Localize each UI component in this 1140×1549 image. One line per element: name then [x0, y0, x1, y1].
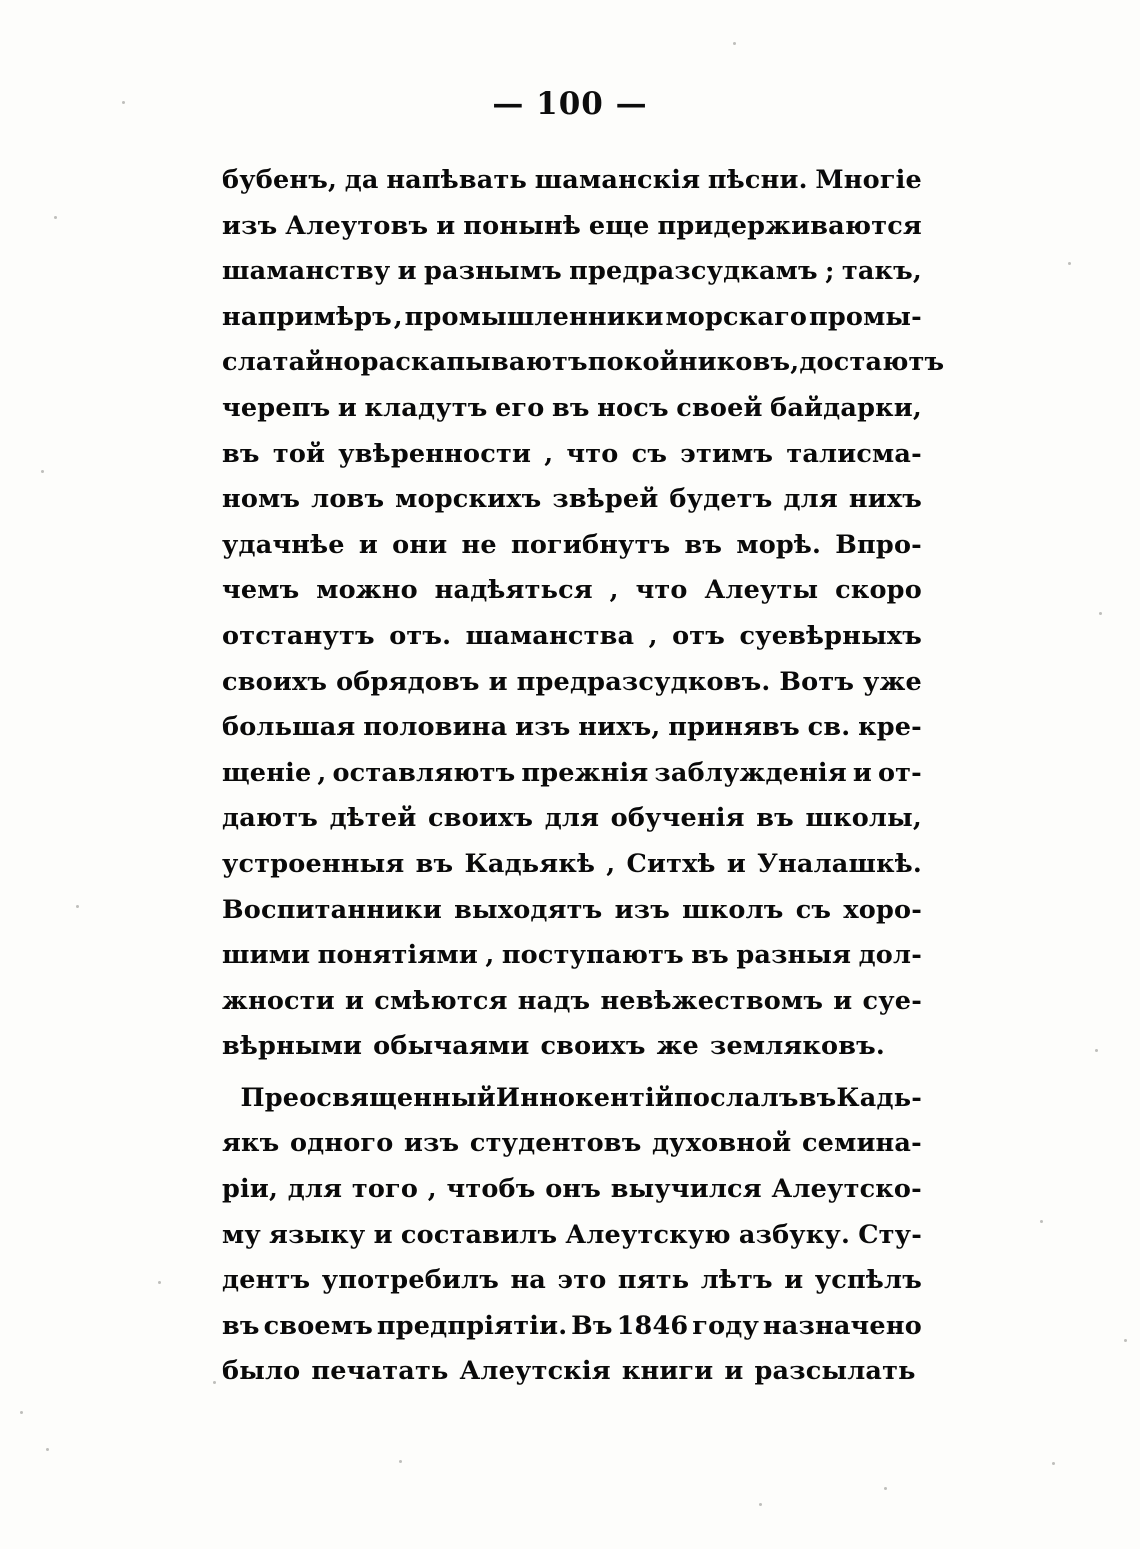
word: большая [222, 712, 356, 743]
word: номъ [222, 484, 301, 515]
word: для [544, 803, 600, 834]
word: Уналашкѣ. [757, 848, 922, 879]
word: половина [363, 712, 508, 743]
paper-speck [1124, 1339, 1127, 1342]
word: азбуку. [738, 1219, 851, 1250]
word: хоро- [843, 894, 922, 925]
word: носъ [597, 392, 669, 423]
word: оставляютъ [332, 757, 516, 788]
word: пѣсни. [707, 165, 808, 195]
word: сла [222, 347, 273, 378]
word: для [287, 1174, 343, 1205]
text-line [222, 249, 922, 295]
word: и [337, 392, 357, 423]
word: той [272, 438, 326, 469]
text-line [222, 1024, 922, 1070]
word: нихъ [848, 484, 922, 515]
word: удачнѣе [222, 529, 345, 560]
paper-speck [20, 1411, 23, 1414]
word: Алеутовъ [285, 210, 429, 241]
word: да [344, 165, 379, 195]
word: принявъ [668, 712, 800, 743]
paper-speck [1068, 262, 1071, 265]
paper-speck [733, 42, 736, 45]
word: и [358, 529, 379, 560]
word: прежнія [521, 757, 649, 788]
word: изъ [515, 712, 571, 743]
word: Преосвященный [240, 1082, 496, 1113]
word: даютъ [222, 803, 319, 834]
word: въ [415, 848, 454, 879]
word: земляковъ. [709, 1031, 886, 1062]
word: на [510, 1265, 547, 1296]
word: му [222, 1219, 261, 1250]
word: Сту- [858, 1219, 922, 1250]
word: морскаго [665, 301, 808, 332]
word: изъ [403, 1128, 460, 1159]
word: Алеутско- [771, 1174, 922, 1205]
word: разнымъ [423, 256, 562, 287]
word: Впро- [835, 529, 922, 560]
word: отъ [672, 620, 726, 651]
word: въ [551, 392, 590, 423]
word: книги [621, 1356, 714, 1387]
text-line [222, 1121, 922, 1167]
word: щеніе [222, 757, 312, 788]
word: , [648, 620, 658, 651]
paper-speck [46, 1448, 49, 1451]
text-line [222, 1304, 922, 1350]
page-number: — 100 — [492, 86, 648, 122]
text-line [222, 477, 922, 523]
word: шаманскія [534, 165, 701, 195]
text-line [222, 705, 922, 751]
word: назначено [762, 1310, 922, 1341]
text-line [222, 204, 922, 250]
word: и [373, 1219, 393, 1250]
word: своемъ [263, 1310, 373, 1341]
word: придерживаются [657, 210, 922, 241]
word: для [783, 484, 838, 515]
word: и [724, 1356, 744, 1387]
word: выучился [610, 1174, 762, 1205]
word: разсылать [754, 1356, 916, 1387]
paper-speck [213, 1381, 216, 1384]
text-line [222, 796, 922, 842]
word: Въ [571, 1310, 613, 1341]
word: нихъ, [578, 712, 661, 743]
word: Ситхѣ [626, 848, 716, 879]
word: невѣжествомъ [600, 985, 824, 1016]
word: напримѣръ [222, 301, 392, 332]
word: морѣ. [736, 529, 822, 560]
word: что [566, 438, 619, 469]
word: выходятъ [454, 894, 603, 925]
word: от- [877, 757, 922, 788]
word: это [557, 1265, 607, 1296]
word: составилъ [400, 1219, 558, 1250]
word: раскапываютъ [360, 347, 588, 378]
word: чтобъ [446, 1174, 536, 1205]
word: своихъ [540, 1031, 646, 1062]
word: Кадь- [836, 1082, 922, 1113]
paper-speck [54, 216, 57, 219]
word: употребилъ [321, 1265, 499, 1296]
word: , [317, 757, 327, 788]
word: съ [795, 894, 832, 925]
word: же [656, 1031, 699, 1062]
word: языку [269, 1219, 366, 1250]
word: пять [617, 1265, 690, 1296]
word: чемъ [222, 575, 300, 606]
word: суевѣрныхъ [739, 620, 922, 651]
word: печатать [311, 1356, 449, 1387]
text-line [222, 158, 922, 204]
word: они [392, 529, 448, 560]
word: успѣлъ [814, 1265, 922, 1296]
word: и [852, 757, 872, 788]
text-line [222, 386, 922, 432]
word: студентовъ [469, 1128, 642, 1159]
word: поступаютъ [501, 940, 684, 971]
text-line [222, 614, 922, 660]
word: кре- [858, 712, 922, 743]
word: въ [756, 803, 794, 834]
word: духовной [651, 1128, 792, 1159]
word: въ [798, 1082, 837, 1113]
word: , [609, 575, 619, 606]
word: промышленники [404, 301, 664, 332]
word: и [397, 256, 417, 287]
text-line [222, 1213, 922, 1259]
word: отъ. [389, 620, 452, 651]
word: съ [631, 438, 668, 469]
word: въ [222, 438, 260, 469]
word: Кадьякѣ [464, 848, 596, 879]
word: талисма- [786, 438, 922, 469]
word: и [436, 210, 456, 241]
word: изъ [222, 210, 278, 241]
word: шаманству [222, 256, 391, 287]
word: лѣтъ [700, 1265, 773, 1296]
word: шаманства [465, 620, 635, 651]
word: предразсудковъ. [516, 666, 771, 697]
paragraph-indent [222, 1076, 240, 1122]
word: предпріятіи. [376, 1310, 568, 1341]
word: и [784, 1265, 804, 1296]
word: дентъ [222, 1265, 311, 1296]
word: достаютъ [799, 347, 945, 378]
word: скоро [835, 575, 922, 606]
word: школъ [682, 894, 784, 925]
text-line [222, 432, 922, 478]
word: надъ [517, 985, 591, 1016]
word: покойниковъ, [587, 347, 800, 378]
word: изъ [614, 894, 670, 925]
word: отстанутъ [222, 620, 375, 651]
word: предразсудкамъ [569, 256, 818, 287]
word: понятіями [317, 940, 478, 971]
paper-speck [759, 1503, 762, 1506]
text-line [222, 568, 922, 614]
word: еще [588, 210, 650, 241]
word: вѣрными [222, 1031, 363, 1062]
word: , [427, 1174, 437, 1205]
paper-speck [884, 1487, 887, 1490]
word: школы, [805, 803, 922, 834]
word: и [833, 985, 853, 1016]
word: было [222, 1356, 301, 1387]
word: Вотъ [779, 666, 855, 697]
word: ловъ [311, 484, 385, 515]
word: онъ [545, 1174, 602, 1205]
page-body [222, 158, 945, 1399]
text-line [222, 1167, 922, 1213]
word: якъ [222, 1128, 280, 1159]
word: заблужденія [654, 757, 847, 788]
word: звѣрей [552, 484, 659, 515]
text-line [222, 888, 922, 934]
word: и [488, 666, 508, 697]
paragraph-2 [222, 1076, 922, 1395]
paper-speck [1095, 1049, 1098, 1052]
paragraph-1 [222, 158, 945, 1070]
text-line [222, 295, 922, 341]
word: увѣренности [338, 438, 532, 469]
word: дѣтей [329, 803, 417, 834]
word: этимъ [680, 438, 774, 469]
word: , [544, 438, 554, 469]
word: понынѣ [463, 210, 581, 241]
word: что [635, 575, 688, 606]
word: байдарки, [770, 392, 922, 423]
word: Алеутскую [565, 1219, 731, 1250]
paper-speck [158, 1281, 161, 1284]
paper-speck [1052, 1462, 1055, 1465]
word: уже [863, 666, 922, 697]
word: Многіе [815, 165, 922, 195]
word: своихъ [222, 666, 328, 697]
word: обычаями [373, 1031, 530, 1062]
word: морскихъ [395, 484, 542, 515]
paper-speck [122, 101, 125, 104]
paper-speck [1099, 612, 1102, 615]
word: жности [222, 985, 335, 1016]
word: кладутъ [364, 392, 488, 423]
word: 1846 [616, 1310, 689, 1341]
paper-speck [1040, 1220, 1043, 1223]
text-line [222, 1349, 922, 1395]
word: одного [289, 1128, 394, 1159]
word: погибнутъ [510, 529, 671, 560]
word: надѣяться [434, 575, 593, 606]
text-line [222, 979, 922, 1025]
word: обученія [610, 803, 745, 834]
word: не [461, 529, 497, 560]
word: въ [691, 940, 729, 971]
word: послалъ [674, 1082, 799, 1113]
text-line [222, 1258, 922, 1304]
text-line [222, 523, 922, 569]
word: черепъ [222, 392, 331, 423]
word: устроенныя [222, 848, 405, 879]
word: , [485, 940, 495, 971]
word: ріи, [222, 1174, 279, 1205]
word: въ [222, 1310, 260, 1341]
word: , [606, 848, 616, 879]
word: напѣвать [386, 165, 528, 195]
text-line [222, 340, 945, 386]
word: году [692, 1310, 760, 1341]
word: семина- [801, 1128, 922, 1159]
text-line [222, 1076, 922, 1122]
word: того [351, 1174, 419, 1205]
word: тайно [272, 347, 361, 378]
word: будетъ [669, 484, 773, 515]
word: шими [222, 940, 311, 971]
paper-speck [399, 1460, 402, 1463]
text-line [222, 751, 922, 797]
text-line [222, 842, 922, 888]
word: обрядовъ [336, 666, 480, 697]
text-line [222, 660, 922, 706]
word: св. [807, 712, 851, 743]
word: въ [684, 529, 723, 560]
paper-speck [76, 905, 79, 908]
word: такъ, [841, 256, 922, 287]
word: и [726, 848, 746, 879]
word: промы- [808, 301, 922, 332]
word: Иннокентій [495, 1082, 675, 1113]
word: бубенъ, [222, 165, 338, 195]
word: можно [316, 575, 418, 606]
word: ; [824, 256, 835, 287]
paper-speck [41, 470, 44, 473]
word: своихъ [428, 803, 534, 834]
word: дол- [858, 940, 922, 971]
word: его [495, 392, 545, 423]
word: и [345, 985, 365, 1016]
word: Воспитанники [222, 894, 442, 925]
word: , [393, 301, 403, 332]
word: Алеуты [704, 575, 819, 606]
word: своей [676, 392, 763, 423]
word: суе- [862, 985, 922, 1016]
word: Алеутскія [459, 1356, 611, 1387]
text-line [222, 933, 922, 979]
word: смѣются [374, 985, 508, 1016]
word: разныя [736, 940, 852, 971]
